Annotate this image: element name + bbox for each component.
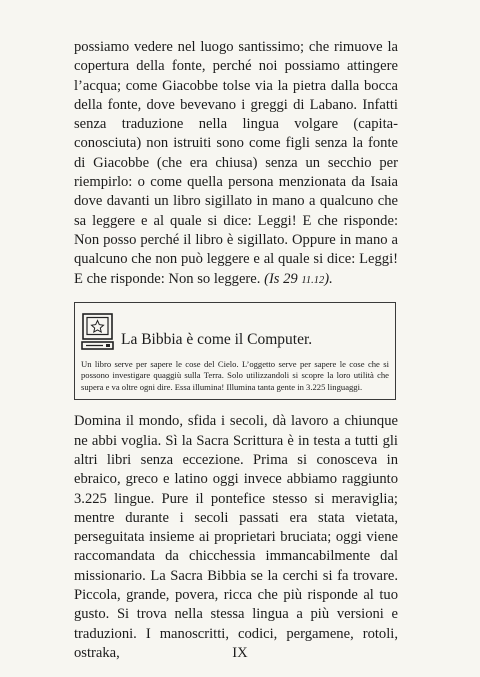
info-box-title: La Bibbia è come il Computer. [121,330,313,348]
reference-close: ). [324,270,333,287]
page-content [74,38,398,663]
page-number: IX [232,645,248,661]
paragraph-bottom: Domina il mondo, sfida i secoli, dà lavoro a chiunque ne abbi voglia. Sì la Sacra Scrittura è in testa a tutti gli altri libri senza eccezione. Prima si conosceva in ebraico, greco e latino oggi invece abbiamo raggiunto 3.225 lingue. Pure il pontefice stesso si meraviglia; mentre durante i secoli passati era stata vietata, perseguitata insieme ai proprietari bruciata; oggi viene raccomandata da chicchessia immancabilmente dal missionario. La Sacra Bibbia se la cerchi si fa trovare. Piccola, grande, povera, ricca che più risponde al tuo gusto. Si trova nella stessa lingua a più versioni e traduzioni. I manoscritti, codici, pergamene, rotoli, ostraka, [74,413,398,661]
reference-book: (Is 29 [264,270,298,287]
paragraph-top [74,38,398,290]
info-box [74,302,396,401]
info-box-text: Un libro serve per sapere le cose del Cielo. L’oggetto serve per sapere le cose che si possono investigare quaggiù sulla Terra. Solo utilizzandoli si scopre la loro utilità che supera e va oltre ogni dire. Essa illumina! Illumina tanta gente in 3.225 linguaggi. [81,358,389,392]
computer-icon [81,313,115,351]
reference-verses: 11.12 [301,274,325,286]
info-box-header [81,311,389,351]
paragraph-top-text: possiamo vedere nel luogo santissimo; che rimuove la copertura della fonte, perché noi possiamo attingere l’acqua; come Giacobbe tolse via la pietra dalla bocca della fonte, dove bevevano i greggi di Labano. Infatti senza traduzione nella lingua volgare (capita-conosciuta) non istruiti sono come figli senza la fonte di Giacobbe (che era chiusa) senza un secchio per riempirlo: o come quella persona menzionata da Isaia dove davanti un libro sigillato in mano a qualcuno che sa leggere e al quale si dice: Leggi! E che risponde: Non posso perché il libro è sigillato. Oppure in mano a qualcuno che non può leggere e al quale si dice: Leggi! E che risponde: Non so leggere. [74,39,398,287]
